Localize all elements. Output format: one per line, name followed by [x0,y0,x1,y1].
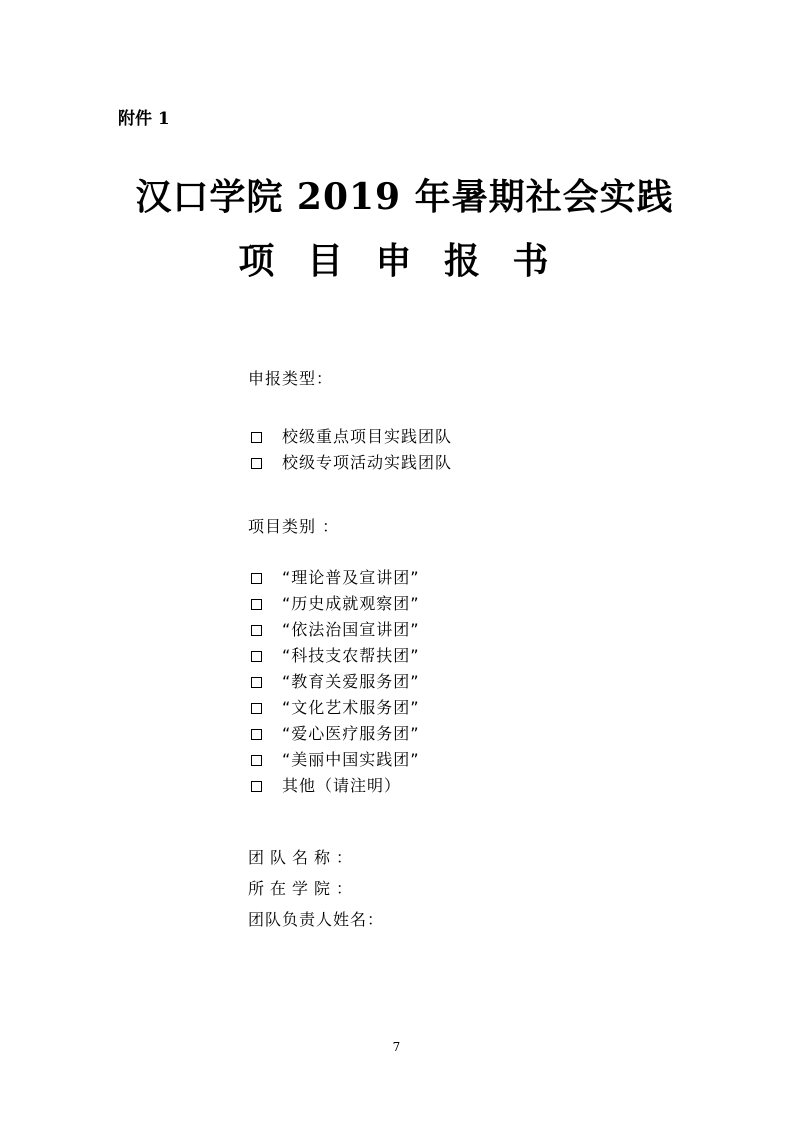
option-label: “依法治国宣讲团” [282,620,420,639]
checkbox-icon[interactable] [251,729,262,740]
option-label: “文化艺术服务团” [282,698,420,717]
team-name-label: 团队名称： [248,848,359,867]
option-label: “爱心医疗服务团” [282,724,420,743]
checkbox-icon[interactable] [251,755,262,766]
application-type-option[interactable] [248,450,452,476]
category-option[interactable] [248,565,420,591]
checkbox-icon[interactable] [251,573,262,584]
category-option[interactable] [248,643,420,669]
checkbox-icon[interactable] [251,432,262,443]
college-label: 所在学院： [248,879,359,898]
document-title-line-1: 汉口学院 2019 年暑期社会实践 [135,176,674,218]
project-category-options [248,565,420,799]
category-option[interactable] [248,669,420,695]
page-number: 7 [392,1040,401,1054]
application-type-section [248,366,333,392]
application-type-option[interactable] [248,424,452,450]
checkbox-icon[interactable] [251,599,262,610]
option-label: 其他（请注明） [282,776,402,795]
checkbox-icon[interactable] [251,781,262,792]
attachment-label: 附件 1 [118,109,170,129]
document-title-line-2: 项 目 申 报 书 [238,240,559,282]
category-option[interactable] [248,721,420,747]
project-category-section [248,514,339,540]
category-option-other[interactable] [248,773,420,799]
application-type-label: 申报类型： [248,369,334,388]
option-label: “美丽中国实践团” [282,750,420,769]
team-info-section [248,842,384,935]
checkbox-icon[interactable] [251,703,262,714]
category-option[interactable] [248,617,420,643]
category-option[interactable] [248,591,420,617]
option-label: “历史成就观察团” [282,594,420,613]
option-label: 校级重点项目实践团队 [282,427,453,446]
project-category-label: 项目类别 ： [248,517,340,536]
category-option[interactable] [248,747,420,773]
application-type-options [248,424,452,476]
category-option[interactable] [248,695,420,721]
option-label: “教育关爱服务团” [282,672,420,691]
option-label: 校级专项活动实践团队 [282,453,453,472]
checkbox-icon[interactable] [251,625,262,636]
option-label: “理论普及宣讲团” [282,568,420,587]
team-leader-label: 团队负责人姓名： [248,910,385,929]
checkbox-icon[interactable] [251,651,262,662]
checkbox-icon[interactable] [251,677,262,688]
checkbox-icon[interactable] [251,458,262,469]
option-label: “科技支农帮扶团” [282,646,420,665]
